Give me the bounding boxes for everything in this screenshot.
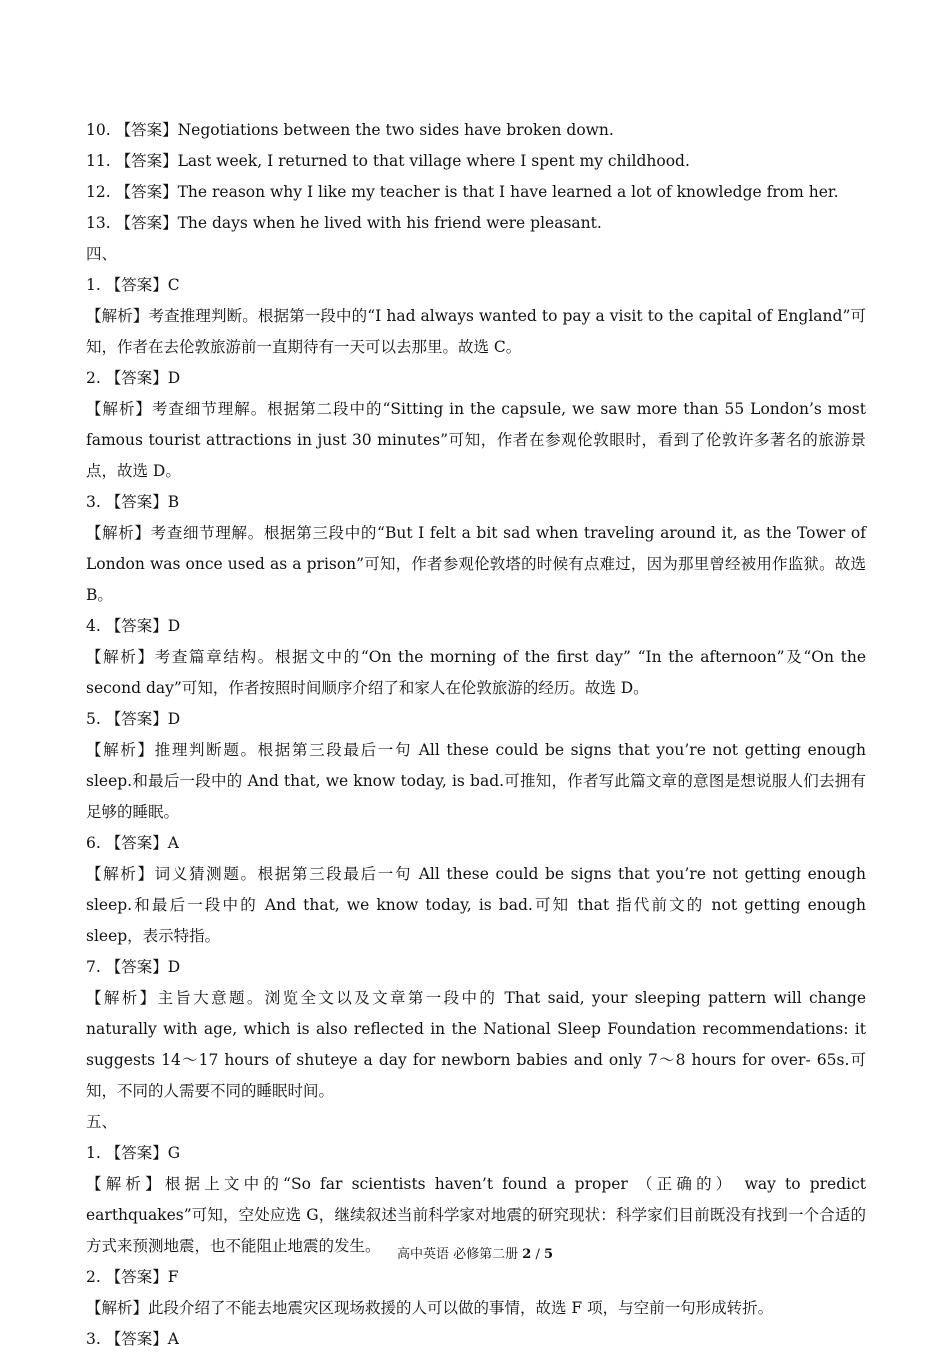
explanation-text: 【解析】考查篇章结构。根据文中的“On the morning of the first day” “In the afternoon”及“On the second day”可知，作者按照时间顺序介绍了和家人在伦敦旅游的经历。故选 D。 xyxy=(86,648,866,697)
answer-line: 2. 【答案】F xyxy=(86,1268,179,1286)
answer-line: 5. 【答案】D xyxy=(86,710,181,728)
answer-line: 11. 【答案】Last week, I returned to that village where I spent my childhood. xyxy=(86,152,690,170)
answer-line: 6. 【答案】A xyxy=(86,834,179,852)
page-separator: / xyxy=(535,1247,540,1262)
answer-line: 1. 【答案】C xyxy=(86,276,180,294)
answer-line: 7. 【答案】D xyxy=(86,958,181,976)
page-number: 2 xyxy=(522,1247,532,1262)
explanation-text: 【解析】根据上文中的“So far scientists haven’t found a proper （正确的） way to predict earthquakes”可知，空处应选 G，继续叙述当前科学家对地震的研究现状：科学家们目前既没有找到一个合适的方式来预测地震，也不能阻止地震的发生。 xyxy=(86,1175,866,1255)
answer-line: 3. 【答案】A xyxy=(86,1330,179,1348)
explanation-text: 【解析】考查推理判断。根据第一段中的“I had always wanted to pay a visit to the capital of England”可知，作者在去伦敦旅游前一直期待有一天可以去那里。故选 C。 xyxy=(86,307,866,356)
section-heading: 五、 xyxy=(86,1113,118,1131)
explanation-text: 【解析】词义猜测题。根据第三段最后一句 All these could be signs that you’re not getting enough sleep.和最后一段中的 And that, we know today, is bad.可知 that 指代前文的 not getting enough sleep，表示特指。 xyxy=(86,865,866,945)
answer-line: 3. 【答案】B xyxy=(86,493,180,511)
section-heading: 四、 xyxy=(86,245,118,263)
explanation-text: 【解析】考查细节理解。根据第二段中的“Sitting in the capsule, we saw more than 55 London’s most famous tourist attractions in just 30 minutes”可知，作者在参观伦敦眼时，看到了伦敦许多著名的旅游景点，故选 D。 xyxy=(86,400,866,480)
answer-line: 12. 【答案】The reason why I like my teacher is that I have learned a lot of knowledge from her. xyxy=(86,183,839,201)
explanation-text: 【解析】此段介绍了不能去地震灾区现场救援的人可以做的事情，故选 F 项，与空前一句形成转折。 xyxy=(86,1299,774,1317)
answer-line: 2. 【答案】D xyxy=(86,369,181,387)
page-total: 5 xyxy=(543,1247,554,1262)
answer-content xyxy=(86,115,866,1355)
explanation-text: 【解析】推理判断题。根据第三段最后一句 All these could be signs that you’re not getting enough sleep.和最后一段中的 And that, we know today, is bad.可推知，作者写此篇文章的意图是想说服人们去拥有足够的睡眠。 xyxy=(86,741,866,821)
explanation-text: 【解析】考查细节理解。根据第三段中的“But I felt a bit sad when traveling around it, as the Tower of London was once used as a prison”可知，作者参观伦敦塔的时候有点难过，因为那里曾经被用作监狱。故选 B。 xyxy=(86,524,866,604)
answer-line: 1. 【答案】G xyxy=(86,1144,181,1162)
answer-line: 10. 【答案】Negotiations between the two sides have broken down. xyxy=(86,121,614,139)
explanation-text: 【解析】主旨大意题。浏览全文以及文章第一段中的 That said, your sleeping pattern will change naturally with age, which is also reflected in the National Sleep Foundation recommendations: it suggests 14～17 hours of shuteye a day for newborn babies and only 7～8 hours for over- 65s.可知，不同的人需要不同的睡眠时间。 xyxy=(86,989,866,1100)
answer-line: 4. 【答案】D xyxy=(86,617,181,635)
answer-line: 13. 【答案】The days when he lived with his friend were pleasant. xyxy=(86,214,602,232)
page-footer xyxy=(0,1243,950,1262)
footer-title: 高中英语 必修第二册 xyxy=(396,1247,519,1262)
